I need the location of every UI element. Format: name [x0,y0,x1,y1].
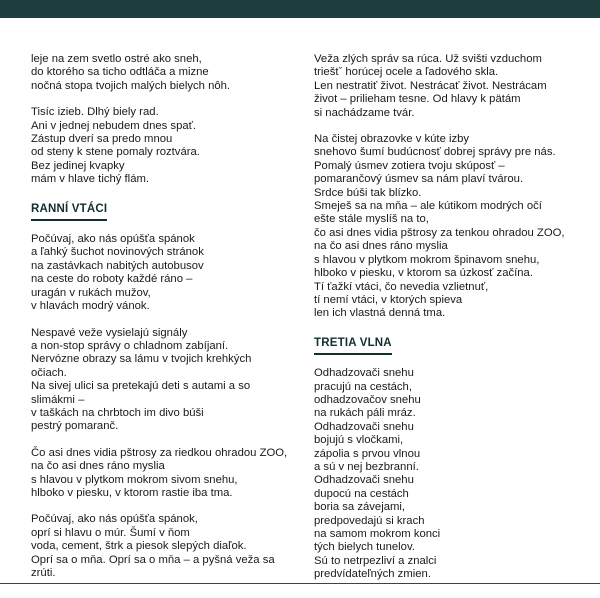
verse-line: na rukách páli mráz. [314,407,416,420]
verse-line: a ľahký šuchot novinových stránok [31,246,204,259]
verse-line: v taškách na chrbtoch im divo búši [31,406,204,419]
verse-line: odhadzovačov snehu [314,393,421,406]
verse-line: boria sa závejami, [314,501,406,514]
stanza [314,133,584,321]
verse-line: Oprí sa o mňa. Oprí sa o mňa – a pyšná veža sa [31,553,275,566]
verse-line: hlboko v piesku, v ktorom rastie iba tma. [31,486,233,499]
verse-line: Srdce búši tak blízko. [314,186,422,199]
verse-line: predpovedajú si krach [314,514,425,527]
verse-line: tí nemí vtáci, v ktorých spieva [314,293,463,306]
verse-line: Tisíc izieb. Dlhý biely rad. [31,106,159,119]
verse-line: len ich vlastná denná tma. [314,307,446,320]
verse-line: očiach. [31,366,67,379]
verse-line: a non-stop správy o chladnom zabíjaní. [31,339,229,352]
top-color-bar [0,0,600,18]
verse-line: nočná stopa tvojich malých bielych nôh. [31,79,231,92]
verse-line: trieštˇ horúcej ocele a ľadového skla. [314,66,499,79]
verse-line: Odhadzovači snehu [314,420,414,433]
verse-line: predvídateľných zmien. [314,568,431,581]
verse-line: Bez jedinej kvapky [31,159,125,172]
verse-line: a sú v nej bezbranní. [314,460,419,473]
verse-line: zrúti. [31,567,56,579]
verse-line: Ani v jednej nebudem dnes spať. [31,119,197,132]
verse-line: leje na zem svetlo ostré ako sneh, [31,53,202,65]
verse-line: v hlavách modrý vánok. [31,300,150,313]
stanza [31,233,301,313]
verse-line: snehovo šumí budúcnosť dobrej správy pre nás. [314,146,556,159]
verse-line: Na sivej ulici sa pretekajú deti s autami a so [31,380,251,393]
verse-line: uragán v rukách mužov, [31,286,151,299]
verse-line: na samom mokrom konci [314,528,441,540]
verse-line: čo asi dnes vidia pštrosy za tenkou ohradou ZOO, [314,226,565,239]
verse-line: si nachádzame tvár. [314,106,415,119]
stanza [314,367,584,582]
verse-line: slimákmi – [31,393,85,406]
verse-line: tých bielych tunelov. [314,541,415,554]
verse-line: Len nestratiť život. Nestrácať život. Nestrácam [314,79,547,92]
verse-line: Veža zlých správ sa rúca. Už svišti vzduchom [314,53,542,65]
verse-line: Tí ťažkí vtáci, čo nevedia vzlietnuť, [314,280,489,293]
verse-line: Na čistej obrazovke v kúte izby [314,133,470,146]
bottom-divider [0,583,600,584]
verse-line: zápolia s prvou vlnou [314,447,421,460]
verse-line: s hlavou v plytkom mokrom špinavom snehu, [314,253,540,266]
verse-line: Počúvaj, ako nás opúšťa spánok, [31,513,198,526]
verse-line: Odhadzovači snehu [314,367,414,380]
stanza [31,513,301,580]
verse-line: Smeješ sa na mňa – ale kútikom modrých očí [314,200,542,213]
section-heading-ranni-vtaci: RANNÍ VTÁCI [31,203,107,221]
verse-line: život – prilieham tesne. Od hlavy k pätám [314,93,521,106]
verse-line: pestrý pomaranč. [31,420,119,433]
verse-line: Zástup dverí sa predo mnou [31,133,173,146]
verse-line: Nervózne obrazy sa lámu v tvojich krehkých [31,353,252,366]
stanza [31,327,301,434]
verse-line: pomarančový úsmev sa nám plaví tvárou. [314,173,524,186]
stanza [31,106,301,186]
verse-line: Počúvaj, ako nás opúšťa spánok [31,233,195,246]
verse-line: na ceste do roboty každé ráno – [31,273,193,286]
right-poem-tretia-vlna [314,367,584,582]
verse-line: Pomalý úsmev zotiera tvoju skúposť – [314,159,505,172]
verse-line: Čo asi dnes vidia pštrosy za riedkou ohradou ZOO, [31,446,288,459]
verse-line: od steny k stene pomaly roztvára. [31,146,200,159]
stanza [314,53,584,120]
verse-line: mám v hlave tichý flám. [31,173,150,186]
stanza [31,53,301,93]
verse-line: oprí si hlavu o múr. Šumí v ňom [31,526,190,539]
right-poem-continuation [314,53,584,321]
verse-line: dupocú na cestách [314,487,409,500]
section-heading-tretia-vlna: TRETIA VLNA [314,337,392,355]
verse-line: Odhadzovači snehu [314,474,414,487]
verse-line: na zastávkach nabitých autobusov [31,259,204,272]
verse-line: bojujú s vločkami, [314,434,404,447]
verse-line: ešte stále myslíš na to, [314,213,429,226]
verse-line: s hlavou v plytkom mokrom sivom snehu, [31,473,238,486]
verse-line: voda, cement, štrk a piesok slepých diaľok. [31,540,247,553]
verse-line: pracujú na cestách, [314,380,412,393]
verse-line: do ktorého sa ticho odtláča a mizne [31,66,209,79]
verse-line: na čo asi dnes ráno myslia [314,240,448,253]
verse-line: Nespavé veže vysielajú signály [31,326,188,339]
left-column [31,53,301,593]
verse-line: hlboko v piesku, v ktorom sa úzkosť začína. [314,267,533,280]
verse-line: Sú to netrpezliví a znalci [314,554,437,567]
stanza [31,447,301,501]
right-column [314,53,584,595]
verse-line: na čo asi dnes ráno myslia [31,460,165,473]
left-poem-ranni-vtaci [31,233,301,580]
left-poem-continuation [31,53,301,187]
